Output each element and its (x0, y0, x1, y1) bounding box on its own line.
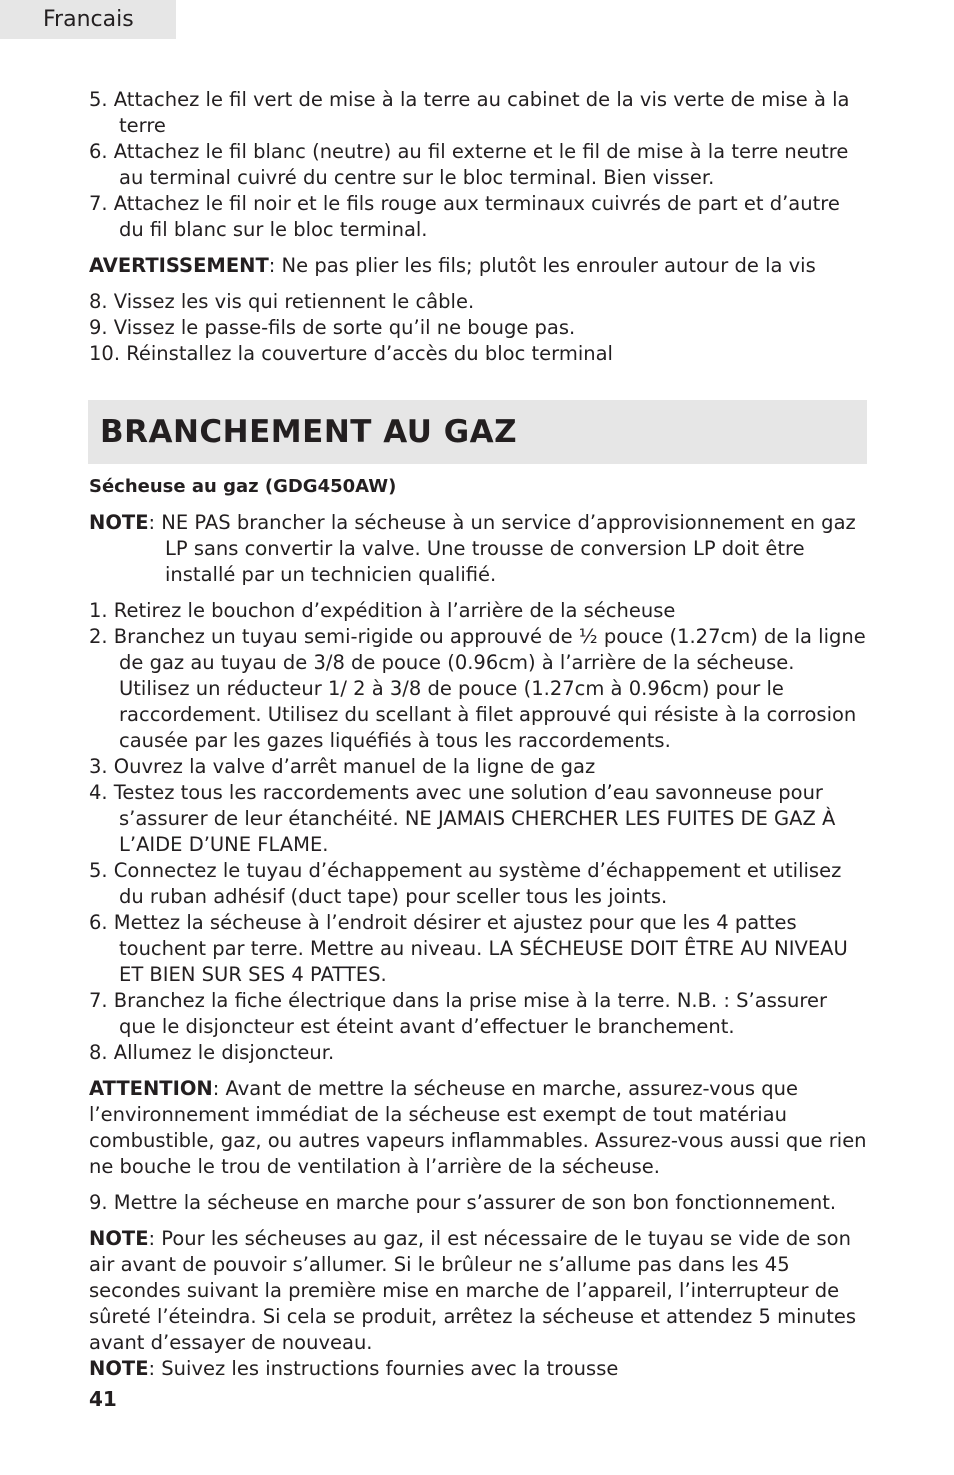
list-item: 8. Allumez le disjoncteur. (89, 1041, 335, 1064)
list-item: 10. Réinstallez la couverture d’accès du bloc terminal (89, 342, 613, 365)
list-item: 7. Branchez la fiche électrique dans la prise mise à la terre. N.B. : S’assurer que le disjoncteur est éteint avant d’effectuer le branchement. (89, 989, 827, 1038)
list-item: 1. Retirez le bouchon d’expédition à l’arrière de la sécheuse (89, 599, 676, 622)
section-title: BRANCHEMENT AU GAZ (100, 414, 518, 450)
note-label: NOTE (89, 1227, 149, 1250)
list-item: 2. Branchez un tuyau semi-rigide ou approuvé de ½ pouce (1.27cm) de la ligne de gaz au tuyau de 3/8 de pouce (0.96cm) à l’arrière de la sécheuse. Utilisez un réducteur 1/ 2 à 3/8 de pouce (1.27cm à 0.96cm) pour le raccordement. Utilisez du scellant à filet approuvé qui résiste à la corrosion causée par les gazes liquéfiés à tous les raccordements. (89, 625, 866, 752)
list-item: 7. Attachez le fil noir et le fils rouge aux terminaux cuivrés de part et d’autre du fil blanc sur le bloc terminal. (89, 192, 840, 241)
warning-paragraph (89, 253, 869, 279)
attention-label: ATTENTION (89, 1077, 213, 1100)
note-label: NOTE (89, 511, 149, 534)
list-item: 8. Vissez les vis qui retiennent le câble. (89, 290, 475, 313)
note-paragraph (89, 1226, 869, 1356)
section-header-bar (88, 400, 867, 464)
note-text: : Pour les sécheuses au gaz, il est nécessaire de le tuyau se vide de son air avant de pouvoir s’allumer. Si le brûleur ne s’allume pas dans les 45 secondes suivant la première mise en marche de l’appareil, l’interrupteur de sûreté l’éteindra. Si cela se produit, arrêtez la sécheuse et attendez 5 minutes avant d’essayer de nouveau. (89, 1227, 857, 1354)
warning-text: : Ne pas plier les fils; plutôt les enrouler autour de la vis (268, 254, 816, 277)
attention-text: : Avant de mettre la sécheuse en marche, assurez-vous que l’environnement immédiat de la sécheuse est exempt de tout matériau combustible, gaz, ou autres vapeurs inflammables. Assurez-vous aussi que rien ne bouche le trou de ventilation à l’arrière de la sécheuse. (89, 1077, 867, 1178)
note-text: : Suivez les instructions fournies avec la trousse (148, 1357, 619, 1380)
attention-paragraph (89, 1076, 869, 1180)
list-item: 5. Connectez le tuyau d’échappement au système d’échappement et utilisez du ruban adhésif (duct tape) pour sceller tous les joints. (89, 859, 842, 908)
list-item: 4. Testez tous les raccordements avec une solution d’eau savonneuse pour s’assurer de leur étanchéité. NE JAMAIS CHERCHER LES FUITES DE GAZ À L’AIDE D’UNE FLAME. (89, 781, 836, 856)
list-item: 3. Ouvrez la valve d’arrêt manuel de la ligne de gaz (89, 755, 596, 778)
page-number: 41 (89, 1387, 117, 1411)
note-label: NOTE (89, 1357, 149, 1380)
list-item: 9. Vissez le passe-fils de sorte qu’il ne bouge pas. (89, 316, 576, 339)
gas-instructions (89, 474, 869, 1382)
language-tab: Francais (0, 0, 176, 39)
subheading: Sécheuse au gaz (GDG450AW) (89, 476, 397, 497)
list-item: 6. Attachez le fil blanc (neutre) au fil externe et le fil de mise à la terre neutre au terminal cuivré du centre sur le bloc terminal. Bien visser. (89, 140, 849, 189)
note-text: : NE PAS brancher la sécheuse à un service d’approvisionnement en gaz LP sans convertir la valve. Une trousse de conversion LP doit être installé par un technicien qualifié. (148, 511, 856, 586)
note-paragraph (89, 1356, 869, 1382)
note-paragraph (89, 510, 869, 588)
list-item: 6. Mettez la sécheuse à l’endroit désirer et ajustez pour que les 4 pattes touchent par terre. Mettre au niveau. LA SÉCHEUSE DOIT ÊTRE AU NIVEAU ET BIEN SUR SES 4 PATTES. (89, 911, 848, 986)
step-9: 9. Mettre la sécheuse en marche pour s’assurer de son bon fonctionnement. (89, 1191, 837, 1214)
warning-label: AVERTISSEMENT (89, 254, 269, 277)
top-instructions (89, 87, 869, 367)
list-item: 5. Attachez le fil vert de mise à la terre au cabinet de la vis verte de mise à la terre (89, 88, 850, 137)
